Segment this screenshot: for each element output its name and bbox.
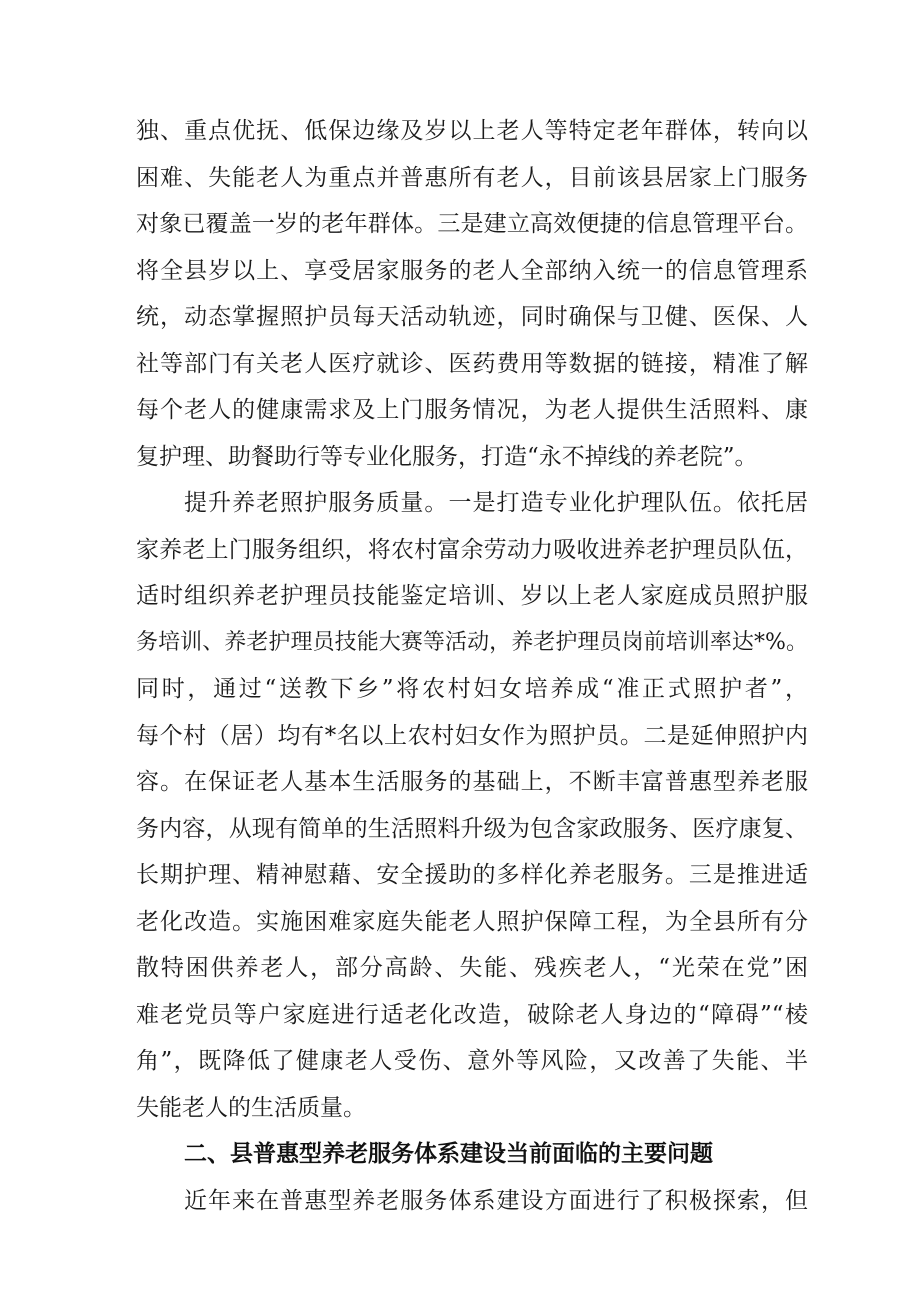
paragraph-1-line-1: 独、重点优抚、低保边缘及岁以上老人等特定老年群体，转向以 [136,118,808,144]
paragraph-2-line-7: 容。在保证老人基本生活服务的基础上，不断丰富普惠型养老服 [136,769,808,795]
paragraph-1-line-5: 统，动态掌握照护员每天活动轨迹，同时确保与卫健、医保、人 [136,304,808,330]
paragraph-1-line-8: 复护理、助餐助行等专业化服务，打造“永不掉线的养老院”。 [136,444,758,470]
paragraph-1-line-4: 将全县岁以上、享受居家服务的老人全部纳入统一的信息管理系 [136,258,808,284]
paragraph-2-line-8: 务内容，从现有简单的生活照料升级为包含家政服务、医疗康复、 [136,816,808,842]
paragraph-2-line-9: 长期护理、精神慰藉、安全援助的多样化养老服务。三是推进适 [136,862,808,888]
paragraph-2-line-6: 每个村（居）均有*名以上农村妇女作为照护员。二是延伸照护内 [136,723,808,749]
paragraph-1-line-3: 对象已覆盖一岁的老年群体。三是建立高效便捷的信息管理平台。 [136,211,808,237]
paragraph-2-line-11: 散特困供养老人，部分高龄、失能、残疾老人，“光荣在党”困 [136,955,808,981]
paragraph-2-line-13: 角”，既降低了健康老人受伤、意外等风险，又改善了失能、半 [136,1048,808,1074]
paragraph-3-line-1: 近年来在普惠型养老服务体系建设方面进行了积极探索，但 [184,1188,808,1214]
paragraph-2-line-12: 难老党员等户家庭进行适老化改造，破除老人身边的“障碍”“棱 [136,1002,808,1028]
paragraph-2-line-3: 适时组织养老护理员技能鉴定培训、岁以上老人家庭成员照护服 [136,583,808,609]
paragraph-1-line-2: 困难、失能老人为重点并普惠所有老人，目前该县居家上门服务 [136,165,808,191]
paragraph-2-line-10: 老化改造。实施困难家庭失能老人照护保障工程，为全县所有分 [136,909,808,935]
paragraph-1-line-7: 每个老人的健康需求及上门服务情况，为老人提供生活照料、康 [136,397,808,423]
paragraph-1-line-6: 社等部门有关老人医疗就诊、医药费用等数据的链接，精准了解 [136,351,808,377]
paragraph-2-line-2: 家养老上门服务组织，将农村富余劳动力吸收进养老护理员队伍， [136,537,808,563]
section-heading: 二、县普惠型养老服务体系建设当前面临的主要问题 [184,1141,713,1167]
paragraph-2-line-4: 务培训、养老护理员技能大赛等活动，养老护理员岗前培训率达*%。 [136,630,808,655]
paragraph-2-line-1: 提升养老照护服务质量。一是打造专业化护理队伍。依托居 [184,490,808,516]
paragraph-2-line-5: 同时，通过“送教下乡”将农村妇女培养成“准正式照护者”， [136,676,808,702]
paragraph-2-line-14: 失能老人的生活质量。 [136,1095,366,1121]
